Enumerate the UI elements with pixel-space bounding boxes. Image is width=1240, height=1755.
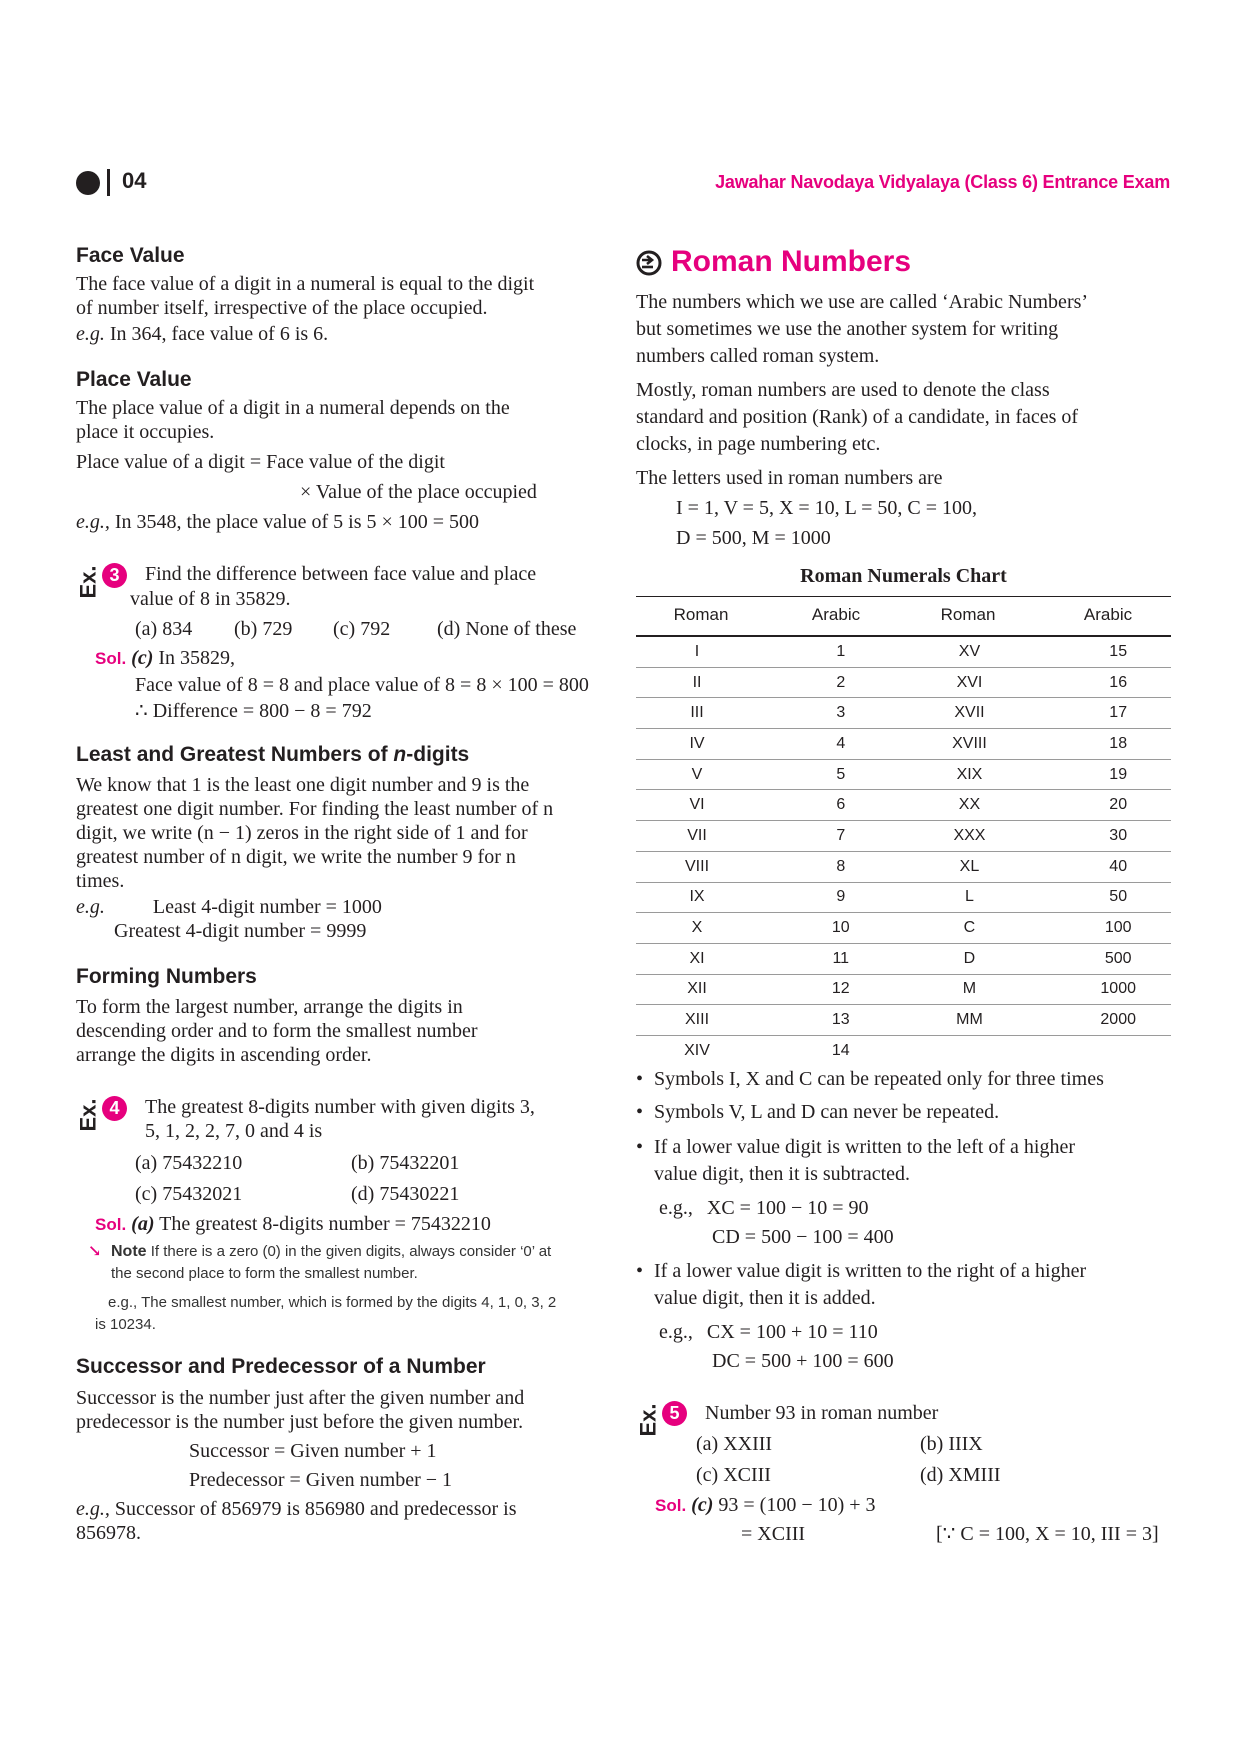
header-roman-2: Roman — [940, 605, 996, 624]
forming-line-3: arrange the digits in ascending order. — [76, 1044, 372, 1066]
bullet-icon: • — [636, 1101, 644, 1123]
roman-numerals-table — [636, 637, 1171, 1066]
roman-letters-2: D = 500, M = 1000 — [676, 527, 831, 549]
roman-cell: C — [904, 913, 1036, 944]
ex4-option-d: (d) 75430221 — [351, 1183, 460, 1205]
table-row — [636, 790, 1171, 821]
table-row — [636, 943, 1171, 974]
table-row — [636, 913, 1171, 944]
header-roman-1: Roman — [673, 605, 729, 624]
ex5-sol-line-1: 93 = (100 − 10) + 3 — [718, 1494, 876, 1516]
subtract-example-1: XC = 100 − 10 = 90 — [706, 1197, 869, 1219]
roman-cell: XX — [904, 790, 1036, 821]
arabic-cell: 15 — [1035, 637, 1171, 667]
arabic-cell: 500 — [1035, 943, 1171, 974]
note-line-2: the second place to form the smallest number. — [111, 1265, 418, 1282]
eg-label: e.g. — [76, 323, 105, 345]
table-top-rule — [636, 596, 1171, 597]
roman-cell: XXX — [904, 821, 1036, 852]
table-row — [636, 759, 1171, 790]
arabic-cell: 11 — [758, 943, 903, 974]
ex3-option-d: (d) None of these — [437, 618, 577, 640]
face-value-section — [76, 243, 616, 346]
ex-label: Ex. — [75, 1098, 101, 1132]
ex3-option-c: (c) 792 — [333, 618, 391, 640]
roman-cell: IX — [636, 882, 758, 913]
example-4-marker — [75, 1096, 120, 1132]
table-row — [636, 851, 1171, 882]
arabic-cell: 9 — [758, 882, 903, 913]
successor-section — [76, 1354, 621, 1545]
roman-intro-1: The numbers which we use are called ‘Arabic Numbers’ — [636, 291, 1089, 313]
rule-never-repeat: Symbols V, L and D can never be repeated. — [654, 1101, 1000, 1123]
roman-cell: XVII — [904, 698, 1036, 729]
sol-option: (c) — [131, 647, 154, 669]
roman-cell: L — [904, 882, 1036, 913]
sol-option: (a) — [131, 1213, 155, 1235]
place-value-text-2: place it occupies. — [76, 421, 215, 443]
ex3-solution — [95, 646, 625, 723]
roman-intro-3: numbers called roman system. — [636, 345, 880, 367]
rule-repeat: Symbols I, X and C can be repeated only for three times — [654, 1068, 1104, 1090]
ex3-option-a: (a) 834 — [135, 618, 193, 640]
example-3-marker — [75, 563, 120, 599]
roman-cell: V — [636, 759, 758, 790]
ex4-question-line-1: The greatest 8-digits number with given digits 3, — [145, 1096, 535, 1118]
roman-cell: IV — [636, 729, 758, 760]
ex-number-badge: 5 — [662, 1401, 687, 1426]
least-greatest-heading: Least and Greatest Numbers of n-digits — [76, 743, 470, 766]
table-row — [636, 1005, 1171, 1036]
ex3-sol-line-2: Face value of 8 = 8 and place value of 8 = 8 × 100 = 800 — [135, 674, 589, 696]
arabic-cell: 40 — [1035, 851, 1171, 882]
eg-label: e.g. — [76, 896, 105, 918]
roman-intro-7: The letters used in roman numbers are — [636, 467, 943, 489]
arabic-cell: 17 — [1035, 698, 1171, 729]
ex4-question — [145, 1095, 625, 1143]
arabic-cell: 16 — [1035, 667, 1171, 698]
ex5-option-a: (a) XXIII — [696, 1433, 773, 1455]
forming-line-2: descending order and to form the smallest number — [76, 1020, 478, 1042]
roman-cell: XL — [904, 851, 1036, 882]
place-value-formula-1: Place value of a digit = Face value of the digit — [76, 451, 445, 473]
roman-cell: D — [904, 943, 1036, 974]
forming-numbers-heading: Forming Numbers — [76, 965, 257, 988]
bullet-icon: • — [636, 1068, 644, 1090]
arabic-cell: 50 — [1035, 882, 1171, 913]
roman-intro-2: but sometimes we use the another system for writing — [636, 318, 1059, 340]
rule-subtract-1: If a lower value digit is written to the left of a higher — [654, 1136, 1075, 1158]
note-block — [88, 1241, 628, 1336]
ex5-question: Number 93 in roman number — [705, 1402, 939, 1424]
example-5-marker — [635, 1401, 680, 1437]
add-example-1: CX = 100 + 10 = 110 — [706, 1321, 878, 1343]
note-label: Note — [111, 1243, 147, 1260]
ex3-question-cont — [130, 587, 610, 611]
successor-formula: Successor = Given number + 1 — [189, 1440, 437, 1462]
arabic-cell — [1035, 1035, 1171, 1065]
ex5-sol-line-2: = XCIII — [741, 1523, 806, 1545]
table-row — [636, 1035, 1171, 1065]
face-value-text-2: of number itself, irrespective of the place occupied. — [76, 297, 488, 319]
header-dot — [76, 171, 100, 195]
successor-example-2: 856978. — [76, 1522, 141, 1544]
successor-example-1: Successor of 856979 is 856980 and predecessor is — [114, 1498, 517, 1520]
roman-cell: XII — [636, 974, 758, 1005]
roman-cell: XVI — [904, 667, 1036, 698]
arabic-cell: 10 — [758, 913, 903, 944]
roman-cell: II — [636, 667, 758, 698]
sol-label: Sol. — [655, 1496, 687, 1515]
successor-line-2: predecessor is the number just before the given number. — [76, 1411, 524, 1433]
roman-cell: MM — [904, 1005, 1036, 1036]
ex5-option-b: (b) IIIX — [920, 1433, 983, 1455]
arabic-cell: 12 — [758, 974, 903, 1005]
face-value-text-1: The face value of a digit in a numeral is equal to the digit — [76, 273, 535, 295]
place-value-heading: Place Value — [76, 368, 192, 391]
face-value-example: In 364, face value of 6 is 6. — [109, 323, 329, 345]
eg-label: e.g., — [76, 1498, 110, 1520]
least-greatest-line-1: We know that 1 is the least one digit number and 9 is the — [76, 774, 530, 796]
roman-cell: VI — [636, 790, 758, 821]
roman-cell: I — [636, 637, 758, 667]
rule-add-2: value digit, then it is added. — [654, 1287, 876, 1309]
roman-intro-6: clocks, in page numbering etc. — [636, 433, 881, 455]
roman-cell: III — [636, 698, 758, 729]
ex-label: Ex. — [75, 565, 101, 599]
ex4-sol-line-1: The greatest 8-digits number = 75432210 — [159, 1213, 491, 1235]
table-row — [636, 667, 1171, 698]
header-arabic-1: Arabic — [811, 605, 861, 624]
arrow-circle-icon — [636, 250, 662, 276]
roman-cell — [904, 1035, 1036, 1065]
ex-number-badge: 3 — [102, 563, 127, 588]
ex5-sol-note: [∵ C = 100, X = 10, III = 3] — [936, 1523, 1159, 1545]
roman-cell: XVIII — [904, 729, 1036, 760]
arabic-cell: 2 — [758, 667, 903, 698]
least-greatest-line-4: greatest number of n digit, we write the number 9 for n — [76, 846, 516, 868]
place-value-text-1: The place value of a digit in a numeral depends on the — [76, 397, 510, 419]
ex5-option-d: (d) XMIII — [920, 1464, 1001, 1486]
arabic-cell: 4 — [758, 729, 903, 760]
ex4-option-b: (b) 75432201 — [351, 1152, 460, 1174]
least-greatest-line-2: greatest one digit number. For finding the least number of n — [76, 798, 554, 820]
roman-intro-4: Mostly, roman numbers are used to denote the class — [636, 379, 1050, 401]
roman-cell: XI — [636, 943, 758, 974]
table-row — [636, 698, 1171, 729]
ex-label: Ex. — [635, 1403, 661, 1437]
predecessor-formula: Predecessor = Given number − 1 — [189, 1469, 453, 1491]
ex4-question-line-2: 5, 1, 2, 2, 7, 0 and 4 is — [145, 1120, 323, 1142]
ex5-option-c: (c) XCIII — [696, 1464, 771, 1486]
least-4-digit: Least 4-digit number = 1000 — [152, 896, 382, 918]
arabic-cell: 1 — [758, 637, 903, 667]
ex3-question — [145, 562, 625, 586]
header-arabic-2: Arabic — [1083, 605, 1133, 624]
greatest-4-digit: Greatest 4-digit number = 9999 — [114, 920, 367, 942]
ex4-solution — [95, 1212, 625, 1237]
least-greatest-line-3: digit, we write (n − 1) zeros in the right side of 1 and for — [76, 822, 528, 844]
roman-cell: XIII — [636, 1005, 758, 1036]
roman-cell: VIII — [636, 851, 758, 882]
subtract-example-2: CD = 500 − 100 = 400 — [712, 1226, 894, 1248]
arabic-cell: 14 — [831, 1041, 850, 1059]
header-divider — [107, 169, 110, 196]
eg-label: e.g., — [659, 1321, 693, 1343]
roman-cell: M — [904, 974, 1036, 1005]
roman-numbers-heading: Roman Numbers — [671, 245, 912, 278]
roman-cell: XIV — [684, 1041, 710, 1059]
roman-cell: X — [636, 913, 758, 944]
face-value-heading: Face Value — [76, 244, 185, 267]
arabic-cell: 30 — [1035, 821, 1171, 852]
arabic-cell: 18 — [1035, 729, 1171, 760]
sol-option: (c) — [691, 1494, 714, 1516]
place-value-section — [76, 367, 616, 534]
bullet-icon: • — [636, 1136, 644, 1158]
rule-subtract-2: value digit, then it is subtracted. — [654, 1163, 911, 1185]
bullet-icon: • — [636, 1260, 644, 1282]
note-example-line-1: e.g., The smallest number, which is formed by the digits 4, 1, 0, 3, 2 — [108, 1294, 557, 1311]
least-greatest-section — [76, 742, 621, 943]
table-row — [636, 637, 1171, 667]
table-row — [636, 729, 1171, 760]
sol-label: Sol. — [95, 649, 127, 668]
arrow-icon: ↘ — [88, 1243, 102, 1260]
table-row — [636, 974, 1171, 1005]
arabic-cell: 1000 — [1035, 974, 1171, 1005]
roman-letters-1: I = 1, V = 5, X = 10, L = 50, C = 100, — [676, 497, 978, 519]
roman-cell: XIX — [904, 759, 1036, 790]
roman-cell: VII — [636, 821, 758, 852]
arabic-cell: 5 — [758, 759, 903, 790]
arabic-cell: 20 — [1035, 790, 1171, 821]
ex3-question-line-1: Find the difference between face value and place — [145, 563, 537, 585]
arabic-cell: 19 — [1035, 759, 1171, 790]
roman-cell: XV — [904, 637, 1036, 667]
ex4-option-c: (c) 75432021 — [135, 1183, 243, 1205]
table-row — [636, 882, 1171, 913]
arabic-cell: 7 — [758, 821, 903, 852]
successor-heading: Successor and Predecessor of a Number — [76, 1355, 486, 1378]
chart-title: Roman Numerals Chart — [800, 565, 1007, 587]
successor-line-1: Successor is the number just after the given number and — [76, 1387, 525, 1409]
roman-intro — [636, 289, 1181, 552]
ex-number-badge: 4 — [102, 1096, 127, 1121]
ex3-question-line-2: value of 8 in 35829. — [130, 588, 291, 610]
least-greatest-line-5: times. — [76, 870, 125, 892]
page-number: 04 — [122, 168, 147, 193]
arabic-cell: 8 — [758, 851, 903, 882]
eg-label: e.g., — [659, 1197, 693, 1219]
ex3-option-b: (b) 729 — [234, 618, 293, 640]
arabic-cell: 100 — [1035, 913, 1171, 944]
book-title: Jawahar Navodaya Vidyalaya (Class 6) Entrance Exam — [715, 172, 1170, 192]
table-row — [636, 821, 1171, 852]
rule-add-1: If a lower value digit is written to the right of a higher — [654, 1260, 1087, 1282]
note-line-1: If there is a zero (0) in the given digits, always consider ‘0’ at — [150, 1243, 552, 1260]
note-example-line-2: is 10234. — [95, 1316, 156, 1333]
arabic-cell: 13 — [758, 1005, 903, 1036]
eg-label: e.g., — [76, 511, 110, 533]
arabic-cell: 6 — [758, 790, 903, 821]
add-example-2: DC = 500 + 100 = 600 — [712, 1350, 894, 1372]
arabic-cell: 3 — [758, 698, 903, 729]
ex5-solution — [655, 1493, 876, 1518]
place-value-formula-2: × Value of the place occupied — [300, 481, 537, 503]
ex3-sol-line-3: ∴ Difference = 800 − 8 = 792 — [135, 700, 372, 722]
sol-label: Sol. — [95, 1215, 127, 1234]
forming-numbers-section — [76, 964, 621, 1067]
roman-rules — [636, 1066, 1181, 1375]
place-value-example: In 3548, the place value of 5 is 5 × 100 = 500 — [114, 511, 480, 533]
roman-intro-5: standard and position (Rank) of a candidate, in faces of — [636, 406, 1079, 428]
arabic-cell: 2000 — [1035, 1005, 1171, 1036]
forming-line-1: To form the largest number, arrange the digits in — [76, 996, 463, 1018]
ex4-option-a: (a) 75432210 — [135, 1152, 243, 1174]
ex3-sol-line-1: In 35829, — [158, 647, 236, 669]
